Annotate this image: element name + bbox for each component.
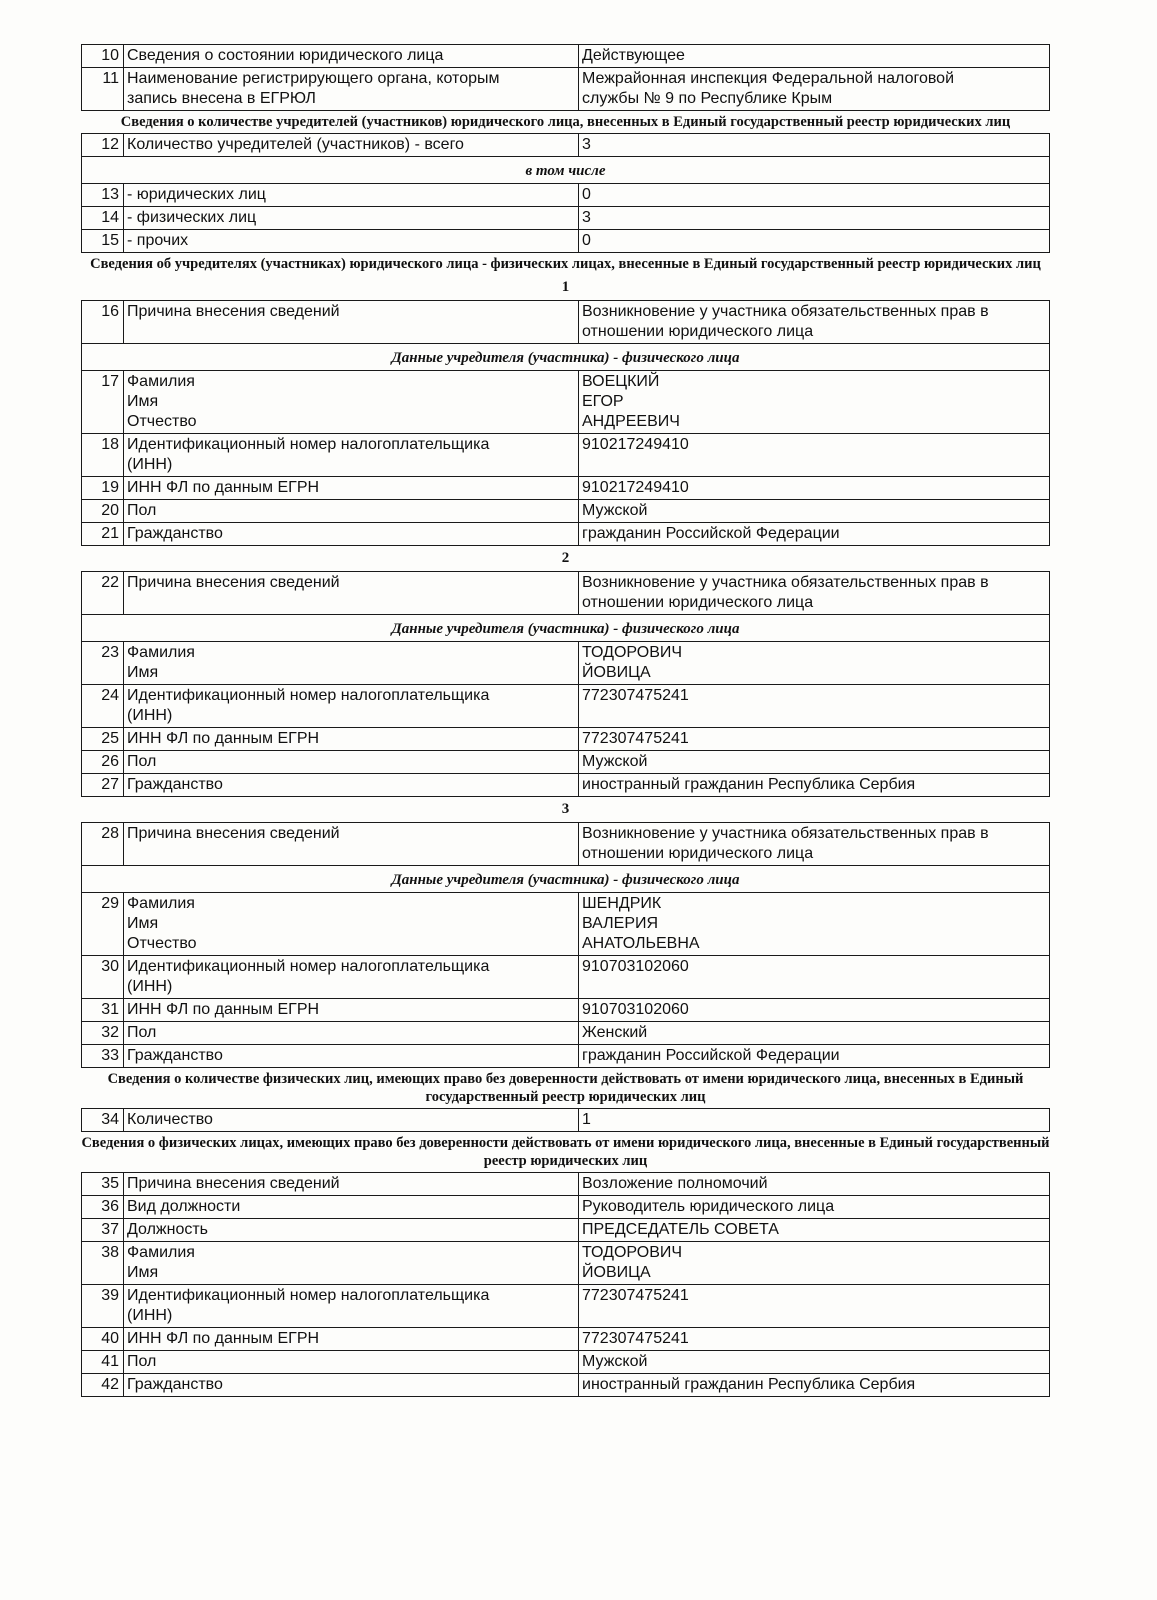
row-number: 13 (82, 184, 124, 206)
section-heading: Сведения о количестве физических лиц, имеющих право без доверенности действовать от имени юридического лица, внесенных в Единый государственный реестр юридических лиц (107, 1071, 1024, 1105)
row-number: 21 (82, 523, 124, 545)
field-label: ИНН ФЛ по данным ЕГРН (124, 728, 579, 750)
table-row (81, 1108, 1050, 1132)
table-row (81, 434, 1050, 477)
field-label: Должность (124, 1219, 579, 1241)
field-value: Мужской (582, 753, 648, 770)
field-label: Сведения о состоянии юридического лица (124, 45, 579, 67)
field-value: ШЕНДРИК ВАЛЕРИЯ АНАТОЛЬЕВНА (582, 895, 700, 952)
field-value: 910217249410 (582, 436, 689, 453)
field-value: Женский (582, 1024, 648, 1041)
row-number: 18 (82, 434, 124, 476)
table-row (81, 728, 1050, 751)
table-row (81, 1328, 1050, 1351)
field-label: Количество (124, 1109, 579, 1131)
field-label: Гражданство (124, 774, 579, 796)
row-number: 31 (82, 999, 124, 1021)
field-value: гражданин Российской Федерации (582, 1047, 840, 1064)
field-value: гражданин Российской Федерации (582, 525, 840, 542)
section-heading: Сведения о количестве учредителей (участников) юридического лица, внесенных в Единый государственный реестр юридических лиц (120, 114, 1011, 130)
field-label: Фамилия Имя (124, 1242, 579, 1284)
row-number: 14 (82, 207, 124, 229)
field-value: 772307475241 (582, 730, 689, 747)
row-number: 25 (82, 728, 124, 750)
record-table (81, 571, 1050, 797)
row-number: 23 (82, 642, 124, 684)
field-value: ТОДОРОВИЧ ЙОВИЦА (582, 644, 683, 681)
field-value: 910703102060 (582, 1001, 689, 1018)
field-value: иностранный гражданин Республика Сербия (582, 1376, 916, 1393)
row-number: 35 (82, 1173, 124, 1195)
founder-number: 3 (561, 801, 570, 817)
field-label: Идентификационный номер налогоплательщика (ИНН) (124, 956, 579, 998)
table-row (81, 184, 1050, 207)
table-row (81, 500, 1050, 523)
field-label: Пол (124, 1022, 579, 1044)
field-value: иностранный гражданин Республика Сербия (582, 776, 916, 793)
table-row (81, 1351, 1050, 1374)
field-value: Межрайонная инспекция Федеральной налоговой службы № 9 по Республике Крым (582, 70, 955, 107)
table-row (81, 230, 1050, 253)
row-number: 32 (82, 1022, 124, 1044)
row-number: 24 (82, 685, 124, 727)
row-number: 10 (82, 45, 124, 67)
field-label: Фамилия Имя Отчество (124, 893, 579, 955)
row-number: 19 (82, 477, 124, 499)
field-label: Пол (124, 1351, 579, 1373)
record-table (81, 300, 1050, 546)
record-table (81, 822, 1050, 1068)
table-row (81, 751, 1050, 774)
table-subheader: Данные учредителя (участника) - физического лица (81, 344, 1050, 371)
field-value: 772307475241 (582, 1287, 689, 1304)
field-label: Причина внесения сведений (124, 572, 579, 614)
field-value: Мужской (582, 1353, 648, 1370)
table-row (81, 44, 1050, 68)
field-label: Причина внесения сведений (124, 1173, 579, 1195)
field-value: ТОДОРОВИЧ ЙОВИЦА (582, 1244, 683, 1281)
table-row (81, 893, 1050, 956)
table-row (81, 1022, 1050, 1045)
field-value: Возникновение у участника обязательственных прав в отношении юридического лица (582, 303, 989, 340)
field-label: - прочих (124, 230, 579, 252)
egrul-extract-document (81, 44, 1050, 1397)
field-label: ИНН ФЛ по данным ЕГРН (124, 1328, 579, 1350)
table-row (81, 642, 1050, 685)
table-subheader: Данные учредителя (участника) - физического лица (81, 866, 1050, 893)
field-label: Количество учредителей (участников) - всего (124, 134, 579, 156)
field-value: Руководитель юридического лица (582, 1198, 835, 1215)
table-row (81, 133, 1050, 157)
field-value: 910217249410 (582, 479, 689, 496)
row-number: 30 (82, 956, 124, 998)
field-value: ПРЕДСЕДАТЕЛЬ СОВЕТА (582, 1221, 779, 1238)
field-label: Гражданство (124, 1374, 579, 1396)
field-label: Фамилия Имя (124, 642, 579, 684)
field-value: 772307475241 (582, 1330, 689, 1347)
founder-number: 2 (561, 550, 570, 566)
record-table (81, 44, 1050, 111)
table-row (81, 1172, 1050, 1196)
founder-number: 1 (561, 279, 570, 295)
table-row (81, 1285, 1050, 1328)
table-subheader: Данные учредителя (участника) - физического лица (81, 615, 1050, 642)
table-row (81, 207, 1050, 230)
row-number: 41 (82, 1351, 124, 1373)
row-number: 12 (82, 134, 124, 156)
row-number: 33 (82, 1045, 124, 1067)
table-row (81, 68, 1050, 111)
field-value: Возложение полномочий (582, 1175, 768, 1192)
record-table (81, 133, 1050, 253)
field-value: 0 (582, 232, 591, 249)
field-value: 772307475241 (582, 687, 689, 704)
field-value: Возникновение у участника обязательственных прав в отношении юридического лица (582, 574, 989, 611)
table-row (81, 1374, 1050, 1397)
field-label: ИНН ФЛ по данным ЕГРН (124, 477, 579, 499)
record-table (81, 1172, 1050, 1397)
field-label: Гражданство (124, 1045, 579, 1067)
row-number: 11 (82, 68, 124, 110)
field-value: 910703102060 (582, 958, 689, 975)
field-value: 1 (582, 1111, 591, 1128)
field-value: Действующее (582, 47, 685, 64)
table-row (81, 477, 1050, 500)
table-row (81, 1242, 1050, 1285)
field-label: Пол (124, 751, 579, 773)
row-number: 37 (82, 1219, 124, 1241)
table-row (81, 999, 1050, 1022)
field-label: - физических лиц (124, 207, 579, 229)
table-row (81, 1045, 1050, 1068)
field-label: - юридических лиц (124, 184, 579, 206)
field-label: Причина внесения сведений (124, 301, 579, 343)
field-label: Фамилия Имя Отчество (124, 371, 579, 433)
field-label: ИНН ФЛ по данным ЕГРН (124, 999, 579, 1021)
table-row (81, 956, 1050, 999)
field-value: ВОЕЦКИЙ ЕГОР АНДРЕЕВИЧ (582, 373, 680, 430)
field-value: 0 (582, 186, 591, 203)
table-subheader: в том числе (81, 157, 1050, 184)
row-number: 40 (82, 1328, 124, 1350)
record-table (81, 1108, 1050, 1132)
row-number: 15 (82, 230, 124, 252)
row-number: 36 (82, 1196, 124, 1218)
field-label: Пол (124, 500, 579, 522)
field-label: Причина внесения сведений (124, 823, 579, 865)
table-row (81, 1196, 1050, 1219)
field-value: Возникновение у участника обязательственных прав в отношении юридического лица (582, 825, 989, 862)
table-row (81, 300, 1050, 344)
field-label: Идентификационный номер налогоплательщика (ИНН) (124, 685, 579, 727)
row-number: 27 (82, 774, 124, 796)
table-row (81, 774, 1050, 797)
table-row (81, 523, 1050, 546)
row-number: 42 (82, 1374, 124, 1396)
row-number: 20 (82, 500, 124, 522)
table-row (81, 1219, 1050, 1242)
field-value: 3 (582, 136, 591, 153)
row-number: 22 (82, 572, 124, 614)
row-number: 34 (82, 1109, 124, 1131)
section-heading: Сведения о физических лицах, имеющих право без доверенности действовать от имени юридического лица, внесенные в Единый государственный реестр юридических лиц (81, 1135, 1050, 1169)
table-row (81, 371, 1050, 434)
section-heading: Сведения об учредителях (участниках) юридического лица - физических лицах, внесенные в Единый государственный реестр юридических лиц (90, 256, 1041, 272)
row-number: 16 (82, 301, 124, 343)
field-label: Наименование регистрирующего органа, которым запись внесена в ЕГРЮЛ (124, 68, 579, 110)
field-label: Идентификационный номер налогоплательщика (ИНН) (124, 1285, 579, 1327)
row-number: 38 (82, 1242, 124, 1284)
field-value: 3 (582, 209, 591, 226)
row-number: 26 (82, 751, 124, 773)
row-number: 17 (82, 371, 124, 433)
field-label: Идентификационный номер налогоплательщика (ИНН) (124, 434, 579, 476)
row-number: 29 (82, 893, 124, 955)
field-label: Гражданство (124, 523, 579, 545)
row-number: 28 (82, 823, 124, 865)
field-label: Вид должности (124, 1196, 579, 1218)
table-row (81, 685, 1050, 728)
table-row (81, 822, 1050, 866)
field-value: Мужской (582, 502, 648, 519)
table-row (81, 571, 1050, 615)
row-number: 39 (82, 1285, 124, 1327)
